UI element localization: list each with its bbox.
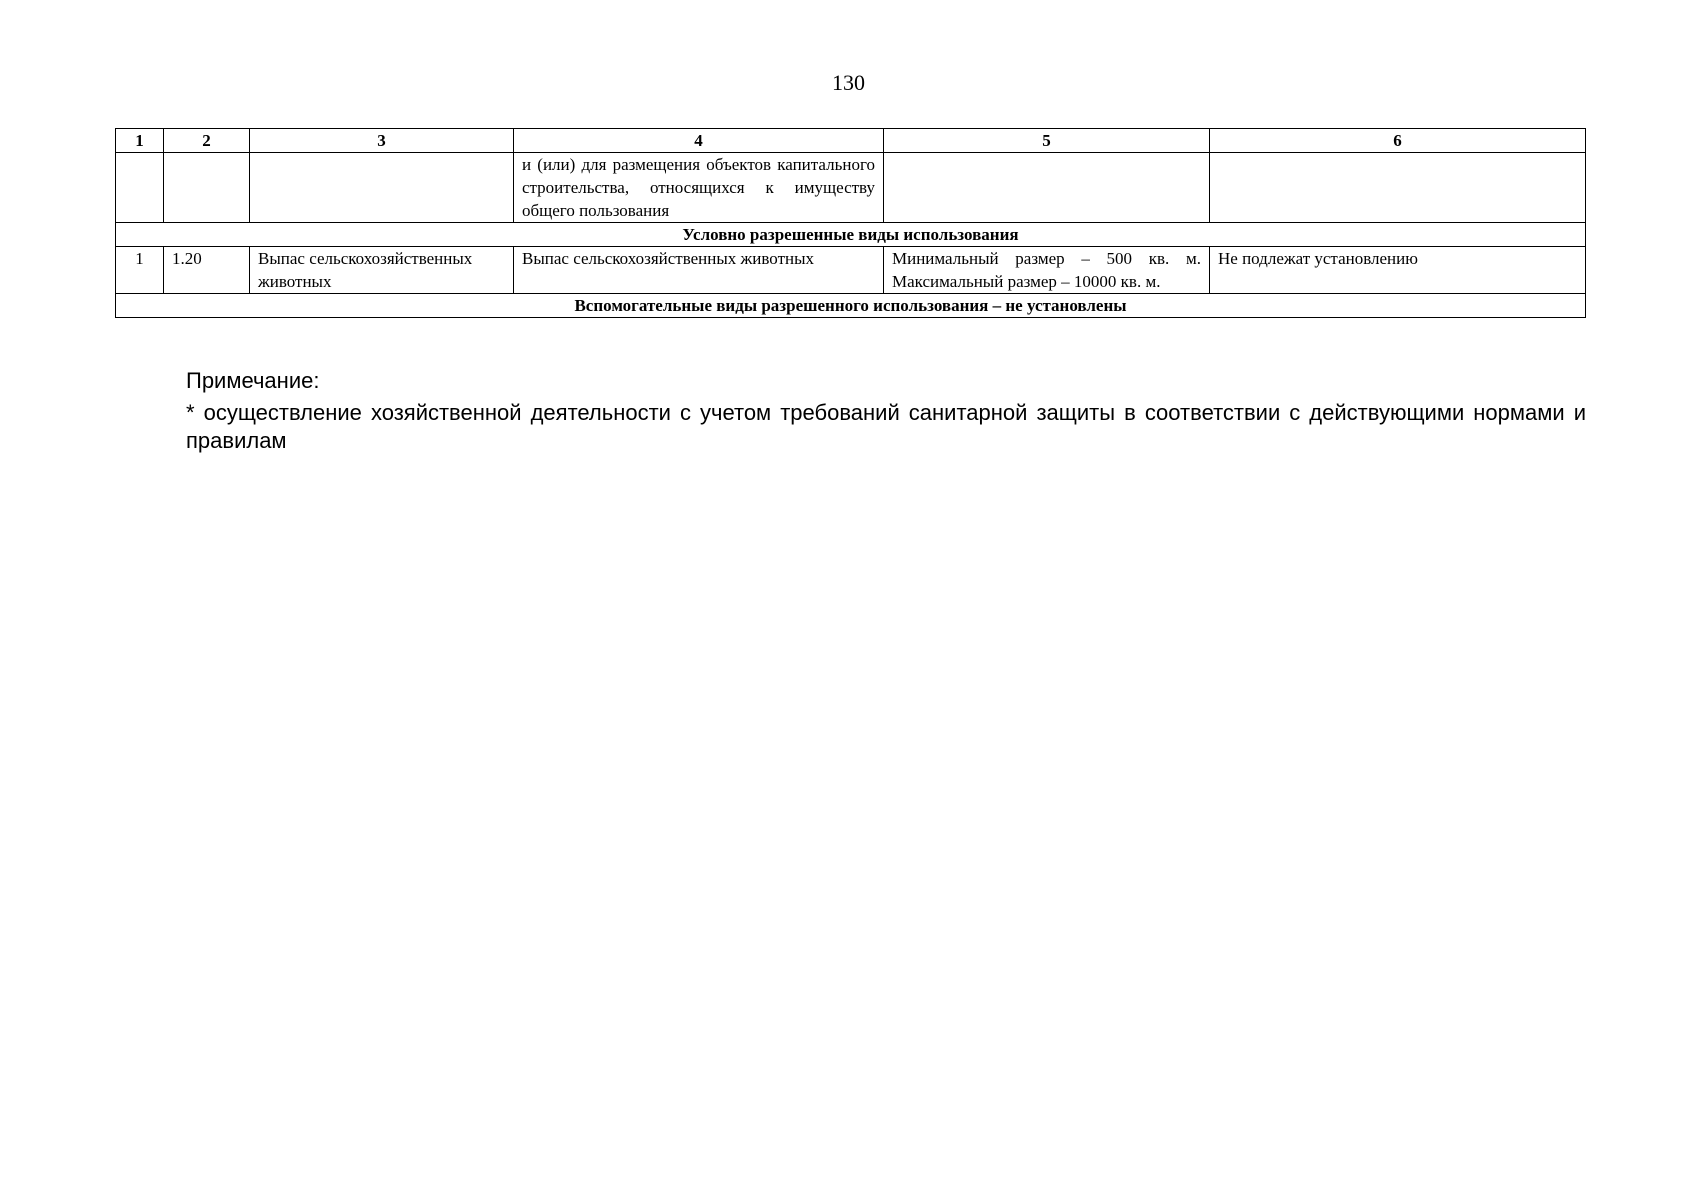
table-row (116, 153, 1586, 223)
section-row (116, 294, 1586, 318)
header-cell: 5 (884, 129, 1210, 153)
header-cell: 1 (116, 129, 164, 153)
header-cell: 4 (514, 129, 884, 153)
section-title-conditional: Условно разрешенные виды использования (116, 223, 1586, 247)
table-cell (884, 153, 1210, 223)
table-cell: Минимальный размер – 500 кв. м. Максимальный размер – 10000 кв. м. (884, 247, 1210, 294)
note-title: Примечание: (186, 368, 320, 393)
table-header-row (116, 129, 1586, 153)
page-number: 130 (832, 70, 865, 95)
table-cell (1210, 153, 1586, 223)
table-cell (116, 153, 164, 223)
table-cell: Не подлежат установлению (1210, 247, 1586, 294)
land-use-table (115, 128, 1586, 318)
section-title-auxiliary: Вспомогательные виды разрешенного использования – не установлены (116, 294, 1586, 318)
header-cell: 6 (1210, 129, 1586, 153)
table-cell: и (или) для размещения объектов капитального строительства, относящихся к имуществу общего пользования (514, 153, 884, 223)
table-cell: 1.20 (164, 247, 250, 294)
table-cell (164, 153, 250, 223)
table-row (116, 247, 1586, 294)
note-text: * осуществление хозяйственной деятельности с учетом требований санитарной защиты в соответствии с действующими нормами и правилам (186, 400, 1586, 453)
header-cell: 2 (164, 129, 250, 153)
header-cell: 3 (250, 129, 514, 153)
table-cell: 1 (116, 247, 164, 294)
table-cell: Выпас сельскохозяйственных животных (514, 247, 884, 294)
section-row (116, 223, 1586, 247)
table-cell (250, 153, 514, 223)
table-cell: Выпас сельскохозяйственных животных (250, 247, 514, 294)
